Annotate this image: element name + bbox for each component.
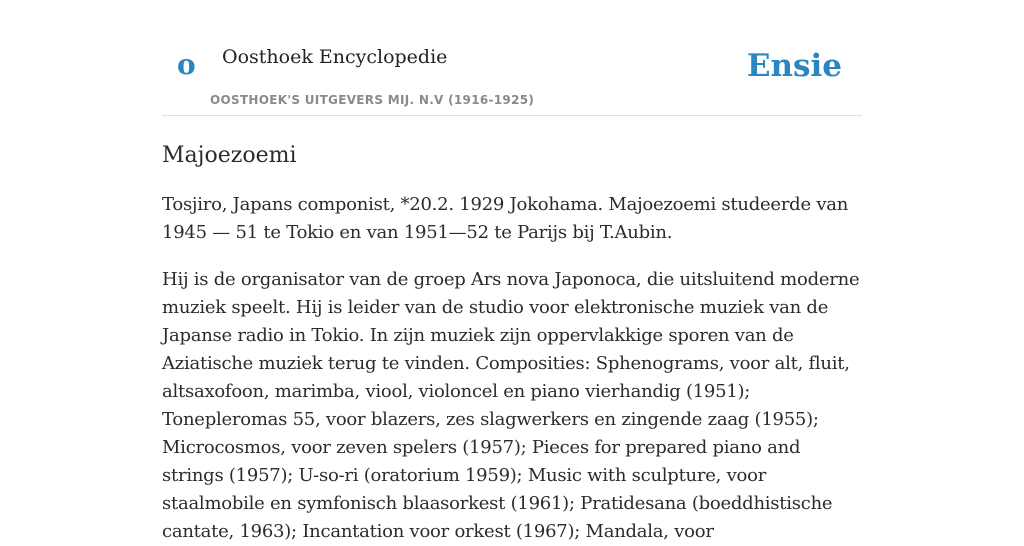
source-title[interactable]: Oosthoek Encyclopedie [222, 46, 448, 68]
site-header [162, 44, 862, 116]
ensie-logo-link[interactable]: Ensie [746, 48, 842, 84]
article-paragraph-1: Tosjiro, Japans componist, *20.2. 1929 Jokohama. Majoezoemi studeerde van 1945 — 51 te Tokio en van 1951—52 te Parijs bij T.Aubin. [162, 194, 849, 244]
page [162, 0, 862, 546]
source-logo[interactable]: o [177, 48, 196, 81]
source-subtitle: OOSTHOEK'S UITGEVERS MIJ. N.V (1916-1925) [210, 93, 535, 107]
article-title: Majoezoemi [162, 143, 297, 168]
article-paragraph-2: Hij is de organisator van de groep Ars nova Japonoca, die uitsluitend moderne muziek speelt. Hij is leider van de studio voor elektronische muziek van de Japanse radio in Tokio. In zijn muziek zijn oppervlakkige sporen van de Aziatische muziek terug te vinden. Composities: Sphenograms, voor alt, fluit, altsaxofoon, marimba, viool, violoncel en piano vierhandig (1951); Tonepleromas 55, voor blazers, zes slagwerkers en zingende zaag (1955); Microcosmos, voor zeven spelers (1957); Pieces for prepared piano and strings (1957); U-so-ri (oratorium 1959); Music with sculpture, voor staalmobile en symfonisch blaasorkest (1961); Pratidesana (boeddhistische cantate, 1963); Incantation voor orkest (1967); Mandala, voor [162, 269, 860, 543]
